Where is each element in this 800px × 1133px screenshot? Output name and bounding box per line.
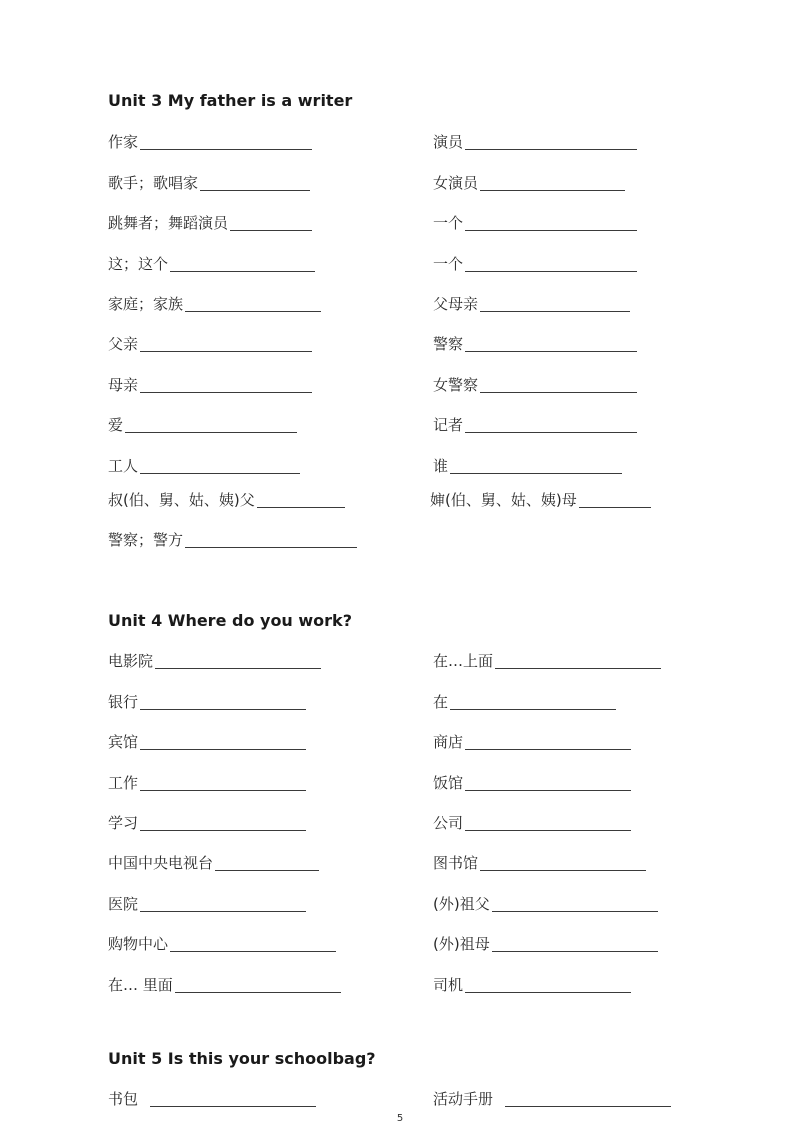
vocab-item: 在…上面: [433, 652, 661, 670]
vocab-item: 这；这个: [108, 255, 315, 273]
answer-blank[interactable]: [140, 829, 306, 831]
answer-blank[interactable]: [450, 708, 616, 710]
answer-blank[interactable]: [465, 270, 637, 272]
answer-blank[interactable]: [465, 350, 637, 352]
answer-blank[interactable]: [492, 910, 658, 912]
answer-blank[interactable]: [140, 472, 300, 474]
vocab-item: 学习: [108, 814, 306, 832]
answer-blank[interactable]: [140, 708, 306, 710]
vocab-item: 女警察: [433, 376, 637, 394]
vocab-item: 叔(伯、舅、姑、姨)父: [108, 491, 345, 509]
vocab-item: 跳舞者；舞蹈演员: [108, 214, 312, 232]
vocab-item: 银行: [108, 693, 306, 711]
unit4-title: Unit 4 Where do you work?: [108, 611, 352, 630]
answer-blank[interactable]: [505, 1105, 671, 1107]
vocab-item: 警察: [433, 335, 637, 353]
answer-blank[interactable]: [150, 1105, 316, 1107]
answer-blank[interactable]: [465, 748, 631, 750]
answer-blank[interactable]: [200, 189, 310, 191]
vocab-item: 宾馆: [108, 733, 306, 751]
answer-blank[interactable]: [175, 991, 341, 993]
answer-blank[interactable]: [465, 829, 631, 831]
vocab-item: 公司: [433, 814, 631, 832]
vocab-item: 演员: [433, 133, 637, 151]
answer-blank[interactable]: [257, 506, 345, 508]
answer-blank[interactable]: [170, 270, 315, 272]
vocab-item: 商店: [433, 733, 631, 751]
vocab-item: 中国中央电视台: [108, 854, 319, 872]
answer-blank[interactable]: [465, 991, 631, 993]
answer-blank[interactable]: [215, 869, 319, 871]
vocab-item: 一个: [433, 214, 637, 232]
answer-blank[interactable]: [140, 148, 312, 150]
vocab-item: 工人: [108, 457, 300, 475]
answer-blank[interactable]: [125, 431, 297, 433]
answer-blank[interactable]: [140, 748, 306, 750]
vocab-item: 在… 里面: [108, 976, 341, 994]
vocab-item: 家庭；家族: [108, 295, 321, 313]
answer-blank[interactable]: [465, 431, 637, 433]
vocab-item: 谁: [433, 457, 622, 475]
answer-blank[interactable]: [492, 950, 658, 952]
vocab-item: 母亲: [108, 376, 312, 394]
answer-blank[interactable]: [140, 391, 312, 393]
vocab-item: 爱: [108, 416, 297, 434]
unit5-title: Unit 5 Is this your schoolbag?: [108, 1049, 376, 1068]
vocab-item: (外)祖母: [433, 935, 658, 953]
answer-blank[interactable]: [579, 506, 651, 508]
vocab-item: 婶(伯、舅、姑、姨)母: [430, 491, 651, 509]
vocab-item: 歌手；歌唱家: [108, 174, 310, 192]
vocab-item: 父母亲: [433, 295, 630, 313]
page-number: 5: [396, 1113, 404, 1124]
vocab-item: 警察；警方: [108, 531, 357, 549]
answer-blank[interactable]: [170, 950, 336, 952]
vocab-item: 工作: [108, 774, 306, 792]
vocab-item: 医院: [108, 895, 306, 913]
answer-blank[interactable]: [450, 472, 622, 474]
vocab-item: 活动手册: [433, 1090, 671, 1108]
vocab-item: 记者: [433, 416, 637, 434]
answer-blank[interactable]: [140, 350, 312, 352]
answer-blank[interactable]: [140, 789, 306, 791]
vocab-item: 父亲: [108, 335, 312, 353]
vocab-item: 女演员: [433, 174, 625, 192]
vocab-item: 饭馆: [433, 774, 631, 792]
answer-blank[interactable]: [140, 910, 306, 912]
vocab-item: 在: [433, 693, 616, 711]
vocab-item: 作家: [108, 133, 312, 151]
unit3-title: Unit 3 My father is a writer: [108, 91, 353, 110]
answer-blank[interactable]: [465, 789, 631, 791]
answer-blank[interactable]: [480, 869, 646, 871]
answer-blank[interactable]: [185, 546, 357, 548]
answer-blank[interactable]: [480, 189, 625, 191]
vocab-item: 司机: [433, 976, 631, 994]
vocab-item: 电影院: [108, 652, 321, 670]
answer-blank[interactable]: [465, 148, 637, 150]
answer-blank[interactable]: [480, 391, 637, 393]
answer-blank[interactable]: [230, 229, 312, 231]
answer-blank[interactable]: [495, 667, 661, 669]
answer-blank[interactable]: [155, 667, 321, 669]
vocab-item: 一个: [433, 255, 637, 273]
vocab-item: 书包: [108, 1090, 316, 1108]
answer-blank[interactable]: [185, 310, 321, 312]
vocab-item: 图书馆: [433, 854, 646, 872]
vocab-item: (外)祖父: [433, 895, 658, 913]
answer-blank[interactable]: [480, 310, 630, 312]
vocab-item: 购物中心: [108, 935, 336, 953]
answer-blank[interactable]: [465, 229, 637, 231]
